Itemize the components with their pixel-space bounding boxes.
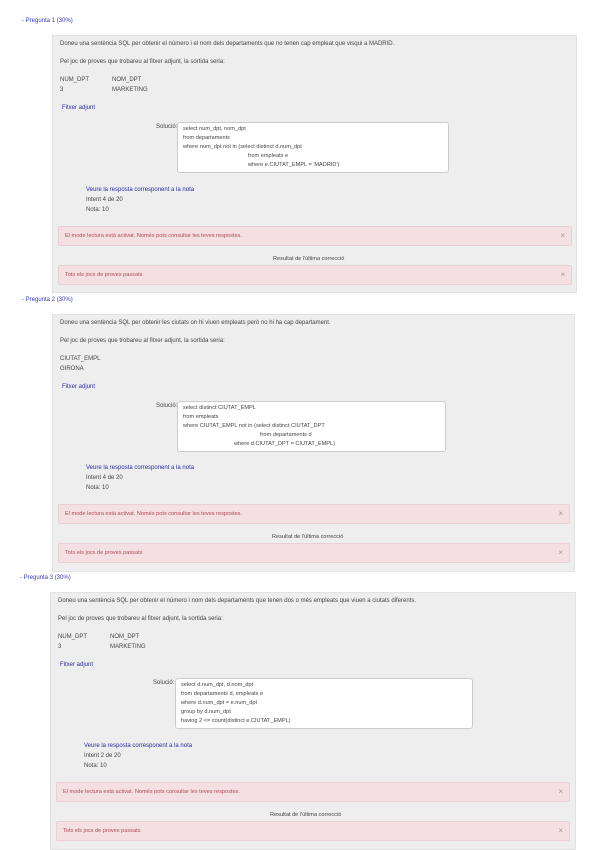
question-1-statement: Doneu una sentència SQL per obtenir el número i el nom dels departaments que no tenen cap empleat que visqui a MADRID. bbox=[60, 41, 395, 47]
question-2-title[interactable]: - Pregunta 2 (30%) bbox=[22, 297, 73, 303]
question-3-title[interactable]: - Pregunta 3 (30%) bbox=[20, 575, 71, 581]
question-2-attachment-link[interactable]: Fitxer adjunt bbox=[62, 384, 96, 390]
code-line: where num_dpt not in (select distinct d.num_dpt bbox=[183, 144, 302, 150]
question-2-see-answer-link[interactable]: Veure la resposta corresponent a la nota bbox=[86, 465, 195, 471]
code-line: select distinct CIUTAT_EMPL bbox=[183, 405, 256, 411]
tests-passed-text: Tots els jocs de proves passats bbox=[65, 272, 143, 278]
question-1-solution-label: Solució: bbox=[156, 124, 178, 130]
question-1-title[interactable]: - Pregunta 1 (30%) bbox=[22, 18, 73, 24]
code-line: where d.CIUTAT_DPT = CIUTAT_EMPL) bbox=[234, 441, 335, 447]
question-3-example-intro: Pel joc de proves que trobareu al fitxer adjunt, la sortida seria: bbox=[58, 616, 223, 622]
question-2-grade: Nota: 10 bbox=[86, 485, 109, 491]
question-2-attempt: Intent 4 de 20 bbox=[86, 475, 123, 481]
question-3-table-cell-1: 3 bbox=[58, 644, 62, 650]
question-2-solution-label: Solució: bbox=[156, 403, 178, 409]
code-line: where e.CIUTAT_EMPL = 'MADRID') bbox=[248, 162, 340, 168]
close-icon[interactable]: × bbox=[558, 787, 563, 796]
close-icon[interactable]: × bbox=[558, 509, 563, 518]
question-1-last-result: Resultat de l'última correcció bbox=[273, 256, 345, 262]
question-3-last-result: Resultat de l'última correcció bbox=[270, 812, 342, 818]
question-3-see-answer-link[interactable]: Veure la resposta corresponent a la nota bbox=[84, 743, 193, 749]
question-1-solution-editor[interactable] bbox=[177, 122, 449, 173]
question-1-attachment-link[interactable]: Fitxer adjunt bbox=[62, 105, 96, 111]
close-icon[interactable]: × bbox=[560, 270, 565, 279]
close-icon[interactable]: × bbox=[560, 231, 565, 240]
code-line: having 2 <= count(distinct e.CIUTAT_EMPL) bbox=[181, 718, 291, 724]
code-line: from departaments bbox=[183, 135, 230, 141]
question-2-statement: Doneu una sentència SQL per obtenir les ciutats on hi viuen empleats però no hi ha cap departament. bbox=[60, 320, 331, 326]
close-icon[interactable]: × bbox=[558, 826, 563, 835]
question-2-read-mode-alert bbox=[58, 504, 570, 524]
question-3-table-header-1: NUM_DPT bbox=[58, 634, 88, 640]
question-3-statement: Doneu una sentència SQL per obtenir el número i nom dels departaments que tenen dos o més empleats que viuen a ciutats diferents. bbox=[58, 598, 416, 604]
code-line: where CIUTAT_EMPL not in (select distinct CIUTAT_DPT bbox=[183, 423, 325, 429]
code-line: from empleats e bbox=[248, 153, 289, 159]
question-3-solution-editor[interactable] bbox=[175, 678, 473, 729]
question-1-table-cell-1: 3 bbox=[60, 87, 64, 93]
read-mode-text: El mode lectura està activat. Només pots consultar les teves respostes. bbox=[65, 233, 242, 239]
question-3-table-header-2: NOM_DPT bbox=[110, 634, 140, 640]
question-3-attempt: Intent 2 de 20 bbox=[84, 753, 121, 759]
question-3-tests-alert bbox=[56, 821, 570, 841]
question-2-solution-editor[interactable] bbox=[177, 401, 446, 452]
question-3-grade: Nota: 10 bbox=[84, 763, 107, 769]
question-1-table-cell-2: MARKETING bbox=[112, 87, 148, 93]
question-2-example-intro: Pel joc de proves que trobareu al fitxer adjunt, la sortida seria: bbox=[60, 338, 225, 344]
question-1-attempt: Intent 4 de 20 bbox=[86, 197, 123, 203]
code-line: select d.num_dpt, d.nom_dpt bbox=[181, 682, 254, 688]
question-2-table-cell-1: GIRONA bbox=[60, 366, 84, 372]
question-1-tests-alert bbox=[58, 265, 572, 285]
question-3-attachment-link[interactable]: Fitxer adjunt bbox=[60, 662, 94, 668]
question-3-read-mode-alert bbox=[56, 782, 570, 802]
question-2-table-header-1: CIUTAT_EMPL bbox=[60, 356, 101, 362]
read-mode-text: El mode lectura està activat. Només pots consultar les teves respostes. bbox=[65, 511, 242, 517]
code-line: where d.num_dpt = e.num_dpt bbox=[181, 700, 258, 706]
question-1-read-mode-alert bbox=[58, 226, 572, 246]
question-1-see-answer-link[interactable]: Veure la resposta corresponent a la nota bbox=[86, 187, 195, 193]
code-line: select num_dpt, nom_dpt bbox=[183, 126, 246, 132]
question-3-solution-label: Solució: bbox=[153, 680, 175, 686]
tests-passed-text: Tots els jocs de proves passats bbox=[65, 550, 143, 556]
question-2-last-result: Resultat de l'última correcció bbox=[272, 534, 344, 540]
question-1-table-header-2: NOM_DPT bbox=[112, 77, 142, 83]
read-mode-text: El mode lectura està activat. Només pots consultar les teves respostes. bbox=[63, 789, 240, 795]
close-icon[interactable]: × bbox=[558, 548, 563, 557]
question-2-tests-alert bbox=[58, 543, 570, 563]
code-line: from departaments d bbox=[260, 432, 312, 438]
question-1-table-header-1: NUM_DPT bbox=[60, 77, 90, 83]
question-1-example-intro: Pel joc de proves que trobareu al fitxer adjunt, la sortida seria: bbox=[60, 59, 225, 65]
tests-passed-text: Tots els jocs de proves passats bbox=[63, 828, 141, 834]
code-line: group by d.num_dpt bbox=[181, 709, 231, 715]
code-line: from departaments d, empleats e bbox=[181, 691, 264, 697]
question-1-grade: Nota: 10 bbox=[86, 207, 109, 213]
code-line: from empleats bbox=[183, 414, 219, 420]
question-3-table-cell-2: MARKETING bbox=[110, 644, 146, 650]
